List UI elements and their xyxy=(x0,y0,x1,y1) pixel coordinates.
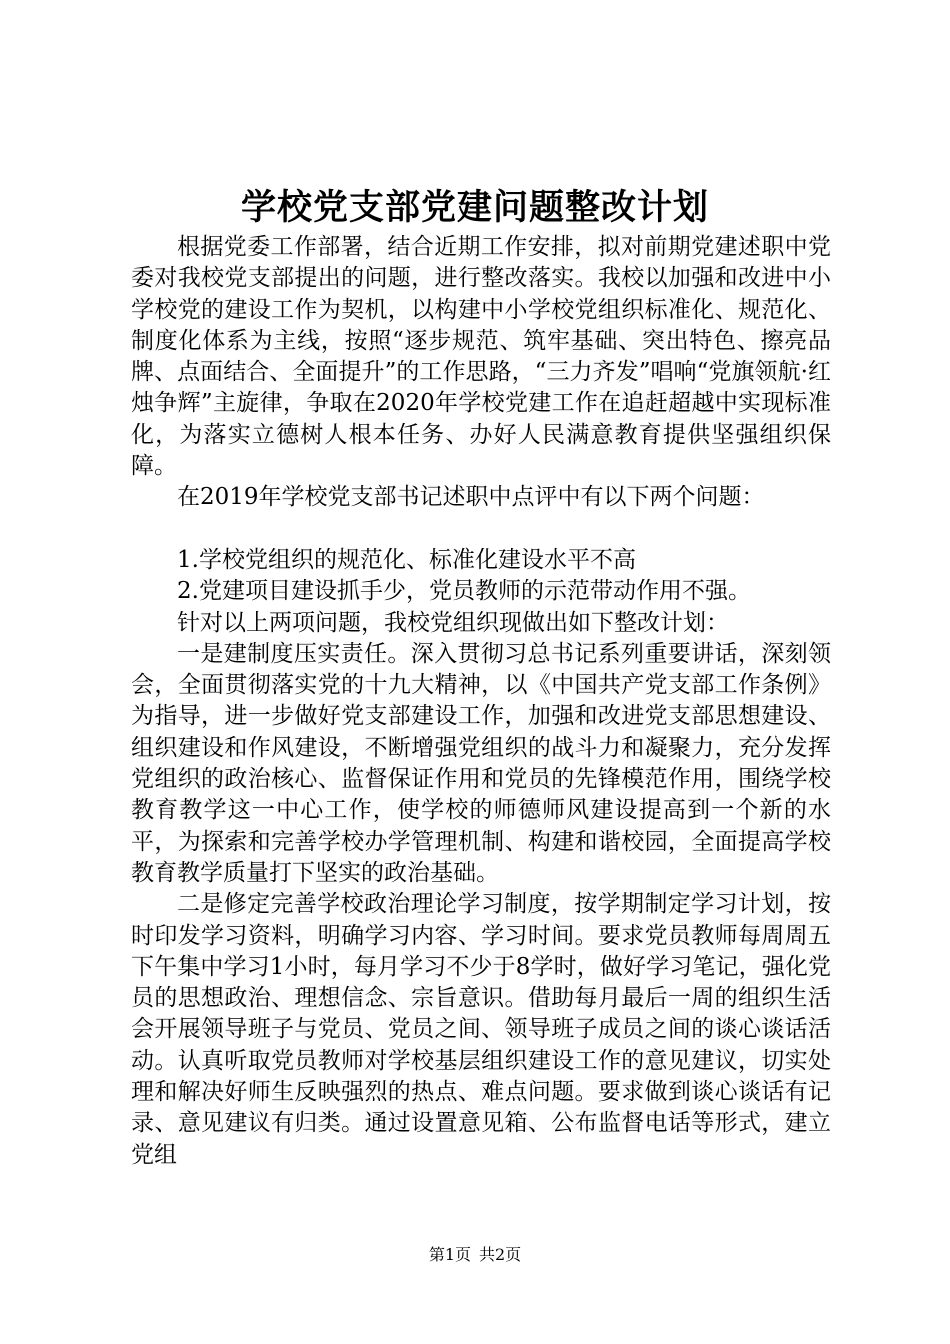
paragraph-measure-2: 二是修定完善学校政治理论学习制度，按学期制定学习计划，按时印发学习资料，明确学习内容、学习时间。要求党员教师每周周五下午集中学习1小时，每月学习不少于8学时，做好学习笔记，强化党员的思想政治、理想信念、宗旨意识。借助每月最后一周的组织生活会开展领导班子与党员、党员之间、领导班子成员之间的谈心谈话活动。认真听取党员教师对学校基层组织建设工作的意见建议，切实处理和解决好师生反映强烈的热点、难点问题。要求做到谈心谈话有记录、意见建议有归类。通过设置意见箱、公布监督电话等形式，建立党组 xyxy=(131,891,831,1168)
blank-line xyxy=(131,514,831,545)
document-title: 学校党支部党建问题整改计划 xyxy=(240,187,709,228)
page-footer xyxy=(0,1243,950,1267)
paragraph-plan-intro: 针对以上两项问题，我校党组织现做出如下整改计划： xyxy=(177,609,729,636)
page-total: 共2页 xyxy=(479,1245,522,1264)
page-number: 第1页 xyxy=(428,1245,471,1264)
paragraph-problems-intro: 在2019年学校党支部书记述职中点评中有以下两个问题： xyxy=(177,484,765,511)
problem-item-1: 1.学校党组织的规范化、标准化建设水平不高 xyxy=(177,546,636,573)
paragraph-intro: 根据党委工作部署，结合近期工作安排，拟对前期党建述职中党委对我校党支部提出的问题，进行整改落实。我校以加强和改进中小学校党的建设工作为契机，以构建中小学校党组织标准化、规范化、制度化体系为主线，按照“逐步规范、筑牢基础、突出特色、擦亮品牌、点面结合、全面提升”的工作思路，“三力齐发”唱响“党旗领航·红烛争辉”主旋律，争取在2020年学校党建工作在追赶超越中实现标准化，为落实立德树人根本任务、办好人民满意教育提供坚强组织保障。 xyxy=(131,234,831,480)
problem-item-2: 2.党建项目建设抓手少，党员教师的示范带动作用不强。 xyxy=(177,578,751,605)
paragraph-measure-1: 一是建制度压实责任。深入贯彻习总书记系列重要讲话，深刻领会，全面贯彻落实党的十九大精神，以《中国共产党支部工作条例》为指导，进一步做好党支部建设工作，加强和改进党支部思想建设、组织建设和作风建设，不断增强党组织的战斗力和凝聚力，充分发挥党组织的政治核心、监督保证作用和党员的先锋模范作用，围绕学校教育教学这一中心工作，使学校的师德师风建设提高到一个新的水平，为探索和完善学校办学管理机制、构建和谐校园，全面提高学校教育教学质量打下坚实的政治基础。 xyxy=(131,640,831,886)
document-body xyxy=(131,232,831,1171)
